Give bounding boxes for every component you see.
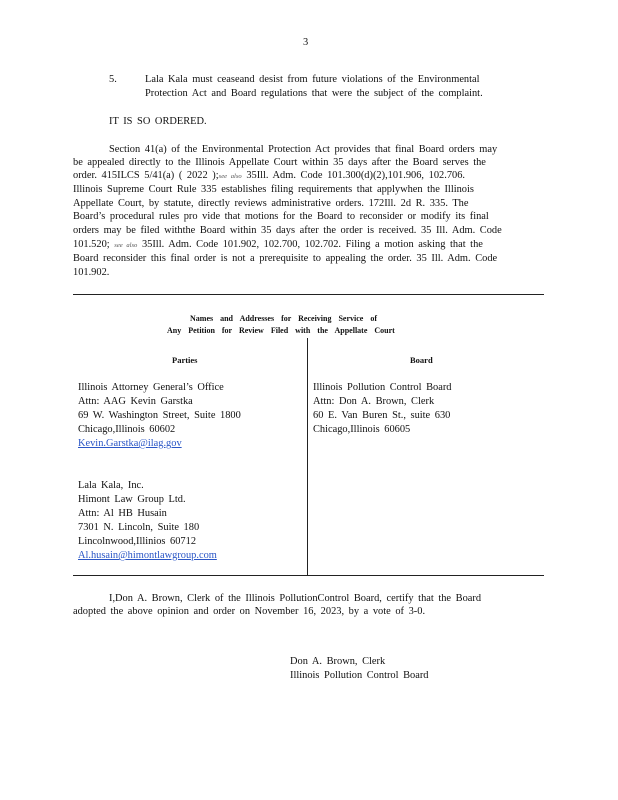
column-header-board: Board [410, 355, 433, 365]
para-line [73, 239, 483, 250]
board-name: Illinois Pollution Control Board [313, 382, 452, 393]
para-line: be appealed directly to the Illinois Appellate Court within 35 days after the Board serves the [73, 157, 486, 168]
page-number: 3 [303, 37, 309, 48]
certification-line2: adopted the above opinion and order on November 16, 2023, by a vote of 3-0. [73, 606, 426, 617]
para-line: 101.902. [73, 267, 110, 278]
see-also-italic: see also [114, 242, 138, 249]
para-line: Section 41(a) of the Environmental Protection Act provides that final Board orders may [109, 144, 498, 155]
para-text: 101.520; [73, 239, 110, 250]
para-line: orders may be filed withthe Board within 35 days after the order is received. 35 Ill. Adm. Code [73, 225, 502, 236]
signature-org: Illinois Pollution Control Board [290, 670, 429, 681]
party2-street: 7301 N. Lincoln, Suite 180 [78, 522, 200, 533]
item5-line1: Lala Kala must ceaseand desist from future violations of the Environmental [145, 74, 480, 85]
para-text: 35Ill. Adm. Code 101.902, 102.700, 102.702. Filing a motion asking that the [141, 239, 483, 250]
para-line [73, 170, 465, 181]
table-bottom-rule [73, 575, 544, 576]
see-also-italic: see also [218, 173, 242, 180]
signature-name: Don A. Brown, Clerk [290, 656, 386, 667]
party2-firm: Himont Law Group Ltd. [78, 494, 186, 505]
table-header-line1: Names and Addresses for Receiving Service of [190, 314, 378, 323]
table-top-rule [73, 294, 544, 295]
item5-line2: Protection Act and Board regulations that were the subject of the complaint. [145, 88, 483, 99]
table-header-line2: Any Petition for Review Filed with the Appellate Court [167, 326, 395, 335]
party2-email-link[interactable]: Al.husain@himontlawgroup.com [78, 550, 217, 561]
so-ordered-text: IT IS SO ORDERED. [109, 116, 207, 127]
party2-attn: Attn: Al HB Husain [78, 508, 167, 519]
para-text: order. 415ILCS 5/41(a) ( 2022 ); [73, 170, 219, 181]
column-divider [307, 338, 308, 575]
board-street: 60 E. Van Buren St., suite 630 [313, 410, 451, 421]
party1-street: 69 W. Washington Street, Suite 1800 [78, 410, 241, 421]
para-line: Board reconsider this final order is not a prerequisite to appealing the order. 35 Ill. Adm. Code [73, 253, 498, 264]
board-city: Chicago,Illinois 60605 [313, 424, 411, 435]
para-text: 35Ill. Adm. Code 101.300(d)(2),101.906, 102.706. [246, 170, 465, 181]
party1-city: Chicago,Illinois 60602 [78, 424, 176, 435]
party1-name: Illinois Attorney General’s Office [78, 382, 224, 393]
party2-name: Lala Kala, Inc. [78, 480, 144, 491]
para-line: Board’s procedural rules pro vide that motions for the Board to reconsider or modify its final [73, 211, 489, 222]
party1-email-link[interactable]: Kevin.Garstka@ilag.gov [78, 438, 182, 449]
board-attn: Attn: Don A. Brown, Clerk [313, 396, 435, 407]
certification-line1: I,Don A. Brown, Clerk of the Illinois PollutionControl Board, certify that the Board [109, 593, 482, 604]
party2-city: Lincolnwood,Illinios 60712 [78, 536, 197, 547]
para-line: Appellate Court, by statute, directly reviews administrative orders. 172Ill. 2d R. 335. The [73, 198, 469, 209]
item-number: 5. [109, 74, 117, 85]
column-header-parties: Parties [172, 355, 198, 365]
party1-attn: Attn: AAG Kevin Garstka [78, 396, 193, 407]
para-line: Illinois Supreme Court Rule 335 establishes filing requirements that applywhen the Illinois [73, 184, 474, 195]
